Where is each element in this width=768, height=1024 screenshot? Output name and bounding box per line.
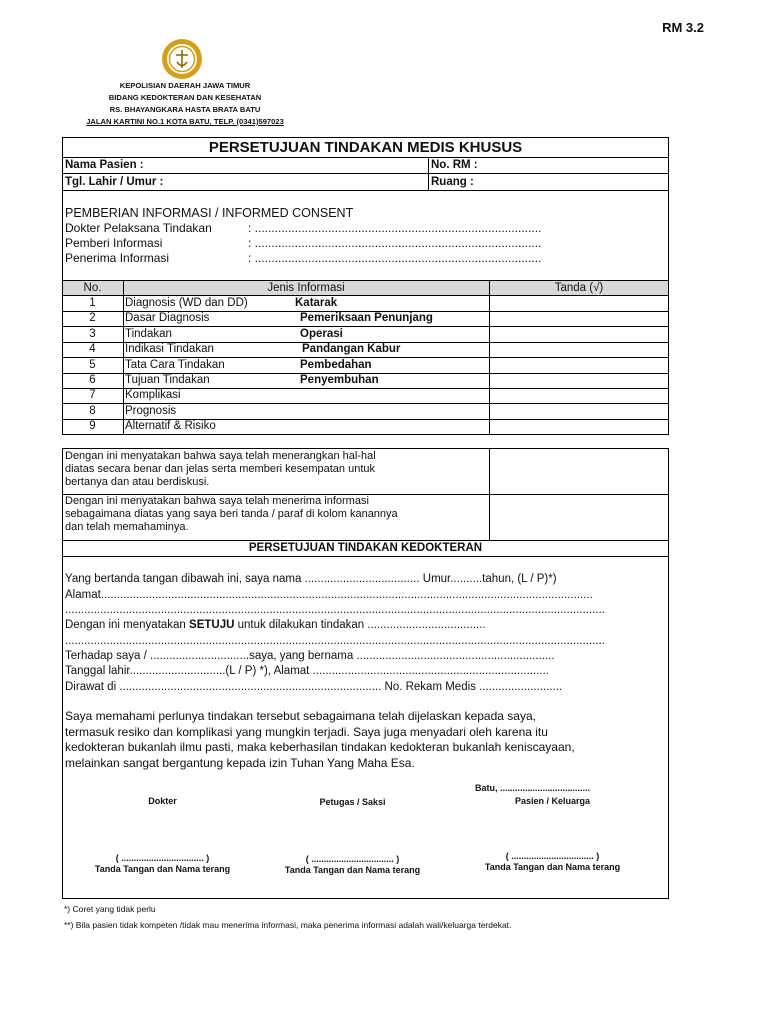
table-cell-isi: Operasi [300, 327, 343, 340]
statement-line: dan telah memahaminya. [65, 521, 189, 533]
table-row [62, 311, 669, 326]
table-row [62, 404, 669, 419]
signature-label-petugas: Petugas / Saksi [319, 797, 386, 807]
table-cell-jenis: Indikasi Tindakan [125, 343, 214, 356]
table-cell-isi: Penyembuhan [300, 374, 379, 386]
form-title: PERSETUJUAN TINDAKAN MEDIS KHUSUS [208, 139, 523, 156]
signature-label-pasien: Pasien / Keluarga [514, 796, 591, 806]
signature-caption-petugas: Tanda Tangan dan Nama terang [284, 865, 421, 875]
institution-line1: KEPOLISIAN DAERAH JAWA TIMUR [119, 81, 251, 90]
footnote-1: *) Coret yang tidak perlu [64, 904, 156, 914]
paragraph-line: Saya memahami perlunya tindakan tersebut sebagaimana telah dijelaskan kepada saya, [65, 709, 536, 723]
birthdate-line: Tanggal lahir..............................(L / P) *), Alamat .......................................................................... [65, 665, 549, 677]
address-line-2: ......................................................................................................................................................................... [65, 604, 605, 616]
table-cell-jenis: Alternatif & Risiko [125, 420, 216, 433]
info-row-label: Penerima Informasi [65, 251, 170, 265]
table-cell-isi: Pembedahan [300, 358, 372, 371]
table-cell-no: 2 [89, 312, 96, 325]
agree-keyword: SETUJU [189, 619, 235, 631]
patient-name-label: Nama Pasien : [65, 159, 144, 171]
signature-blank-petugas: ( ................................. ) [305, 854, 400, 864]
table-cell-no: 9 [89, 420, 96, 433]
form-code: RM 3.2 [662, 20, 704, 35]
institution-header [60, 80, 310, 128]
subject-line: Terhadap saya / ...............................saya, yang bernama .............................................................. [65, 650, 555, 662]
table-row [62, 373, 669, 388]
table-row [62, 296, 669, 311]
signature-caption-pasien: Tanda Tangan dan Nama terang [484, 862, 621, 872]
consent-heading: PERSETUJUAN TINDAKAN KEDOKTERAN [248, 542, 483, 554]
signature-blank-dokter: ( ................................. ) [115, 853, 210, 863]
table-row [62, 342, 669, 357]
table-cell-isi: Pemeriksaan Penunjang [300, 312, 433, 325]
treated-line: Dirawat di .................................................................................. No. Rekam Medis .......................... [65, 681, 563, 693]
table-cell-no: 7 [89, 389, 96, 402]
signature-blank-pasien: ( ................................. ) [505, 851, 600, 861]
table-cell-jenis: Tujuan Tindakan [125, 374, 210, 386]
birthdate-age-label: Tgl. Lahir / Umur : [65, 176, 164, 188]
agree-line: Dengan ini menyatakan SETUJU untuk dilakukan tindakan ..................................... [65, 619, 486, 631]
signature-place-date: Batu, .................................... [475, 783, 591, 793]
police-emblem-icon [161, 38, 203, 80]
table-cell-isi: Katarak [295, 297, 338, 309]
room-label: Ruang : [431, 176, 474, 188]
procedure-line: ......................................................................................................................................................................... [65, 635, 605, 647]
institution-address: JALAN KARTINI NO.1 KOTA BATU, TELP. (0341)597023 [86, 117, 284, 126]
paragraph-line: termasuk resiko dan komplikasi yang mungkin terjadi. Saya juga menyadari oleh karena itu [65, 724, 548, 739]
table-cell-no: 1 [89, 297, 96, 309]
table-cell-jenis: Tindakan [125, 327, 172, 340]
table-cell-jenis: Tata Cara Tindakan [125, 358, 225, 371]
address-line: Alamat.......................................................................................................................................................... [65, 589, 593, 601]
paragraph-line: kedokteran bukanlah ilmu pasti, maka keberhasilan tindakan kedokteran bukanlah keniscayaan, [65, 740, 575, 754]
informed-consent-heading: PEMBERIAN INFORMASI / INFORMED CONSENT [65, 206, 354, 220]
table-row [62, 358, 669, 373]
table-cell-jenis: Diagnosis (WD dan DD) [125, 297, 248, 309]
statement-line: bertanya dan atau berdiskusi. [65, 476, 210, 488]
table-header-no: No. [83, 282, 102, 294]
institution-line2: BIDANG KEDOKTERAN DAN KESEHATAN [108, 93, 262, 102]
info-row-value: : ...................................................................................... [248, 251, 542, 265]
table-cell-no: 4 [89, 343, 96, 356]
table-header-tanda: Tanda (√) [554, 282, 604, 294]
info-row-value: : ...................................................................................... [248, 236, 542, 250]
medical-record-label: No. RM : [431, 159, 478, 171]
table-cell-no: 5 [89, 358, 96, 371]
statement-line: Dengan ini menyatakan bahwa saya telah menerima informasi [65, 495, 369, 507]
statement-line: sebagaimana diatas yang saya beri tanda / paraf di kolom kanannya [65, 508, 398, 520]
table-cell-no: 6 [89, 374, 96, 386]
info-row-label: Pemberi Informasi [65, 236, 163, 250]
name-age-line: Yang bertanda tangan dibawah ini, saya nama .................................... Umur..........tahun, (L / P)*) [65, 573, 557, 585]
table-cell-jenis: Prognosis [125, 404, 177, 417]
info-row-label: Dokter Pelaksana Tindakan [65, 221, 212, 235]
table-header-jenis: Jenis Informasi [267, 282, 345, 294]
institution-line3: RS. BHAYANGKARA HASTA BRATA BATU [109, 105, 261, 114]
table-cell-no: 3 [89, 327, 96, 340]
signature-caption-dokter: Tanda Tangan dan Nama terang [94, 864, 231, 874]
table-row [62, 388, 669, 403]
table-cell-jenis: Dasar Diagnosis [125, 312, 210, 325]
table-cell-no: 8 [89, 404, 96, 417]
statement-line: Dengan ini menyatakan bahwa saya telah menerangkan hal-hal [65, 450, 376, 462]
statement-line: diatas secara benar dan jelas serta memberi kesempatan untuk [65, 463, 376, 475]
table-row [62, 419, 669, 434]
table-row [62, 327, 669, 342]
paragraph-line: melainkan sangat bergantung kepada izin Tuhan Yang Maha Esa. [65, 755, 415, 770]
table-cell-isi: Pandangan Kabur [302, 343, 401, 356]
footnote-2: **) Bila pasien tidak kompeten /tidak mau menerima informasi, maka penerima informasi adalah wali/keluarga terdekat. [64, 920, 512, 930]
info-row-value: : ...................................................................................... [248, 221, 542, 235]
table-cell-jenis: Komplikasi [125, 389, 181, 402]
signature-label-dokter: Dokter [148, 796, 177, 806]
